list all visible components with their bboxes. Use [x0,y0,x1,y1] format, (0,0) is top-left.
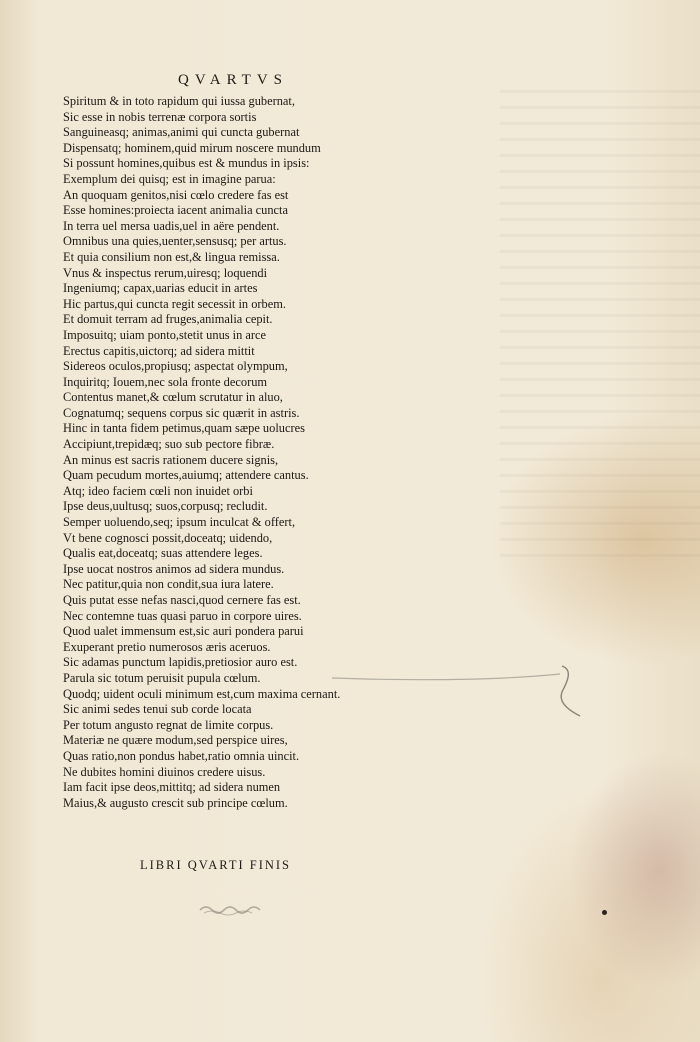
running-head: QVARTVS [178,72,289,88]
verse-line: Cognatumq; sequens corpus sic quærit in astris. [63,405,300,420]
verse-line: Vnus & inspectus rerum,uiresq; loquendi [63,265,268,280]
verse-line: Hinc in tanta fidem petimus,quam sæpe uolucres [63,421,305,436]
verse-line: Omnibus una quies,uenter,sensusq; per artus. [63,234,287,249]
verse-line: Materiæ ne quære modum,sed perspice uires, [63,733,288,748]
verse-line: Erectus capitis,uictorq; ad sidera mittit [63,343,255,358]
library-stamp [196,898,266,918]
ink-dot [602,910,607,915]
verse-line: Sic animi sedes tenui sub corde locata [63,702,252,717]
verse-line: Quod ualet immensum est,sic auri pondera parui [63,624,304,639]
verse-line: Nec contemne tuas quasi paruo in corpore uires. [63,608,302,623]
verse-line: Iam facit ipse deos,mittitq; ad sidera numen [63,780,281,795]
verse-line: Ipse deus,uultusq; suos,corpusq; recludit. [63,499,268,514]
colophon: LIBRI QVARTI FINIS [140,858,291,872]
verse-line: Quis putat esse nefas nasci,quod cernere fas est. [63,593,301,607]
verse-line: An minus est sacris rationem ducere signis, [63,452,279,467]
verse-line: Si possunt homines,quibus est & mundus in ipsis: [63,156,310,171]
verse-line: Hic partus,qui cuncta regit secessit in orbem. [63,296,286,311]
verse-line: Exemplum dei quisq; est in imagine parua: [63,171,276,186]
verse-line: Sanguineasq; animas,animi qui cuncta gubernat [63,125,300,140]
verse-line: An quoquam genitos,nisi cœlo credere fas est [63,187,289,202]
verse-line: Quas ratio,non pondus habet,ratio omnia uincit. [63,748,300,763]
verse-line: Nec patitur,quia non condit,sua iura latere. [63,577,274,592]
verse-line: Sidereos oculos,propiusq; aspectat olympum, [63,359,288,374]
verse-line: Maius,& augusto crescit sub principe cœlum. [63,795,288,810]
verse-line: Et domuit terram ad fruges,animalia cepit. [63,312,273,327]
verse-line: Vt bene cognosci possit,doceatq; uidendo, [63,530,273,545]
verse-line: Dispensatq; hominem,quid mirum noscere mundum [63,140,321,155]
verse-line: Quam pecudum mortes,auiumq; attendere cantus. [63,468,309,483]
marginal-pencil-mark [330,660,590,720]
verse-line: Per totum angusto regnat de limite corpus. [63,717,274,732]
verse-line: Sic esse in nobis terrenæ corpora sortis [63,109,257,124]
verse-line: Contentus manet,& cœlum scrutatur in aluo, [63,390,283,405]
verse-line: Spiritum & in toto rapidum qui iussa gubernat, [63,94,295,108]
verse-line: Ipse uocat nostros animos ad sidera mundus. [63,561,285,576]
verse-line: Accipiunt,trepidæq; suo sub pectore fibræ. [63,437,275,452]
show-through-text [500,90,700,570]
verse-line: Esse homines:proiecta iacent animalia cuncta [63,203,289,218]
verse-line: Ingeniumq; capax,uarias educit in artes [63,281,258,296]
verse-line: In terra uel mersa uadis,uel in aëre pendent. [63,218,280,233]
verse-line: Inquiritq; Iouem,nec sola fronte decorum [63,374,268,389]
verse-line: Ne dubites homini diuinos credere uisus. [63,764,266,779]
verse-line: Semper uoluendo,seq; ipsum inculcat & offert, [63,515,296,530]
verse-line: Et quia consilium non est,& lingua remissa. [63,249,280,264]
verse-line: Atq; ideo faciem cœli non inuidet orbi [63,483,253,498]
verse-line: Quodq; uident oculi minimum est,cum maxima cernant. [63,686,341,701]
verse-line: Parula sic totum peruisit pupula cœlum. [63,670,261,685]
verse-line: Exuperant pretio numerosos æris aceruos. [63,639,271,654]
verse-line: Imposuitq; uiam ponto,stetit unus in arce [63,327,267,342]
verse-line: Qualis eat,doceatq; suas attendere leges. [63,546,263,561]
verse-line: Sic adamas punctum lapidis,pretiosior auro est. [63,655,298,670]
